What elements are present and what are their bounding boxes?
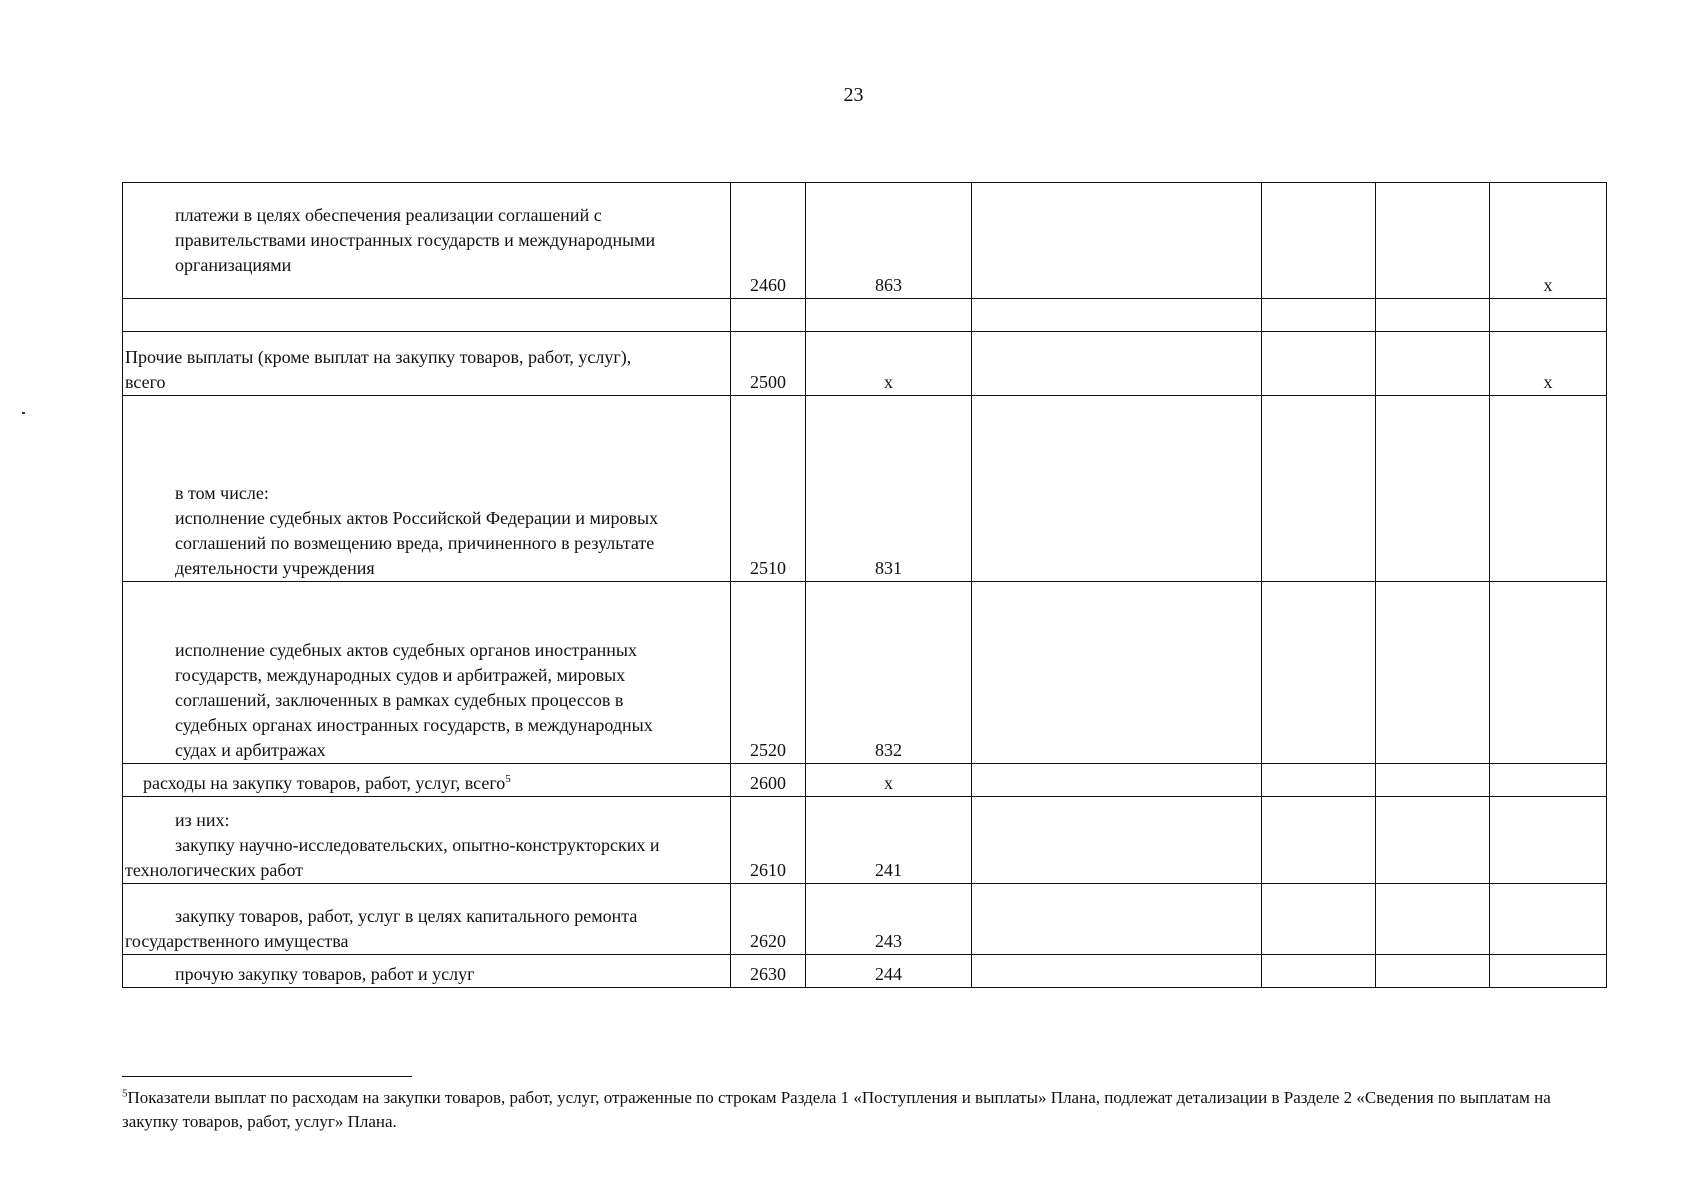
cell-empty bbox=[1490, 582, 1607, 764]
scan-speck bbox=[22, 412, 25, 414]
row-kbk: 244 bbox=[806, 955, 972, 988]
row-kbk: 243 bbox=[806, 884, 972, 955]
cell-empty bbox=[972, 582, 1262, 764]
cell-empty bbox=[1376, 764, 1490, 797]
row-description: из них: закупку научно-исследовательских, опытно-конструкторских и технологических работ bbox=[123, 797, 731, 884]
cell-empty bbox=[1262, 884, 1376, 955]
cell-empty bbox=[972, 183, 1262, 299]
row-description: Прочие выплаты (кроме выплат на закупку товаров, работ, услуг), всего bbox=[123, 332, 731, 396]
cell-empty bbox=[1262, 764, 1376, 797]
row-kbk: 832 bbox=[806, 582, 972, 764]
cell-empty bbox=[1262, 797, 1376, 884]
cell-empty bbox=[731, 299, 806, 332]
footnote-ref: 5 bbox=[505, 773, 511, 785]
cell-empty bbox=[123, 299, 731, 332]
cell-empty bbox=[972, 764, 1262, 797]
cell-empty bbox=[1490, 396, 1607, 582]
cell-empty bbox=[1490, 299, 1607, 332]
cell-empty bbox=[972, 396, 1262, 582]
table-row bbox=[123, 955, 1607, 988]
table-row bbox=[123, 183, 1607, 299]
row-code: 2600 bbox=[731, 764, 806, 797]
row-description: платежи в целях обеспечения реализации соглашений с правительствами иностранных государств и международными организациями bbox=[123, 183, 731, 299]
row-kbk: x bbox=[806, 764, 972, 797]
footnote-mark: 5 bbox=[122, 1087, 128, 1100]
row-last-value: x bbox=[1490, 332, 1607, 396]
table-row bbox=[123, 299, 1607, 332]
row-kbk: x bbox=[806, 332, 972, 396]
row-description: расходы на закупку товаров, работ, услуг, всего$^5$ bbox=[123, 764, 731, 797]
plan-table bbox=[122, 182, 1607, 988]
cell-empty bbox=[1376, 183, 1490, 299]
table-row bbox=[123, 332, 1607, 396]
table-row bbox=[123, 396, 1607, 582]
cell-empty bbox=[1262, 332, 1376, 396]
cell-empty bbox=[972, 332, 1262, 396]
cell-empty bbox=[1376, 955, 1490, 988]
table-row bbox=[123, 797, 1607, 884]
footnote bbox=[122, 1086, 1602, 1134]
row-code: 2630 bbox=[731, 955, 806, 988]
row-description: в том числе: исполнение судебных актов Российской Федерации и мировых соглашений по возмещению вреда, причиненного в результате деятельности учреждения bbox=[123, 396, 731, 582]
row-code: 2520 bbox=[731, 582, 806, 764]
cell-empty bbox=[1490, 884, 1607, 955]
cell-empty bbox=[1262, 396, 1376, 582]
row-code: 2610 bbox=[731, 797, 806, 884]
cell-empty bbox=[1262, 183, 1376, 299]
row-kbk: 863 bbox=[806, 183, 972, 299]
table-row bbox=[123, 582, 1607, 764]
cell-empty bbox=[972, 797, 1262, 884]
row-description: закупку товаров, работ, услуг в целях капитального ремонта государственного имущества bbox=[123, 884, 731, 955]
row-code: 2500 bbox=[731, 332, 806, 396]
cell-empty bbox=[972, 884, 1262, 955]
row-code: 2620 bbox=[731, 884, 806, 955]
cell-empty bbox=[1376, 299, 1490, 332]
footnote-divider bbox=[122, 1076, 412, 1077]
cell-empty bbox=[1376, 884, 1490, 955]
row-kbk: 241 bbox=[806, 797, 972, 884]
row-code: 2460 bbox=[731, 183, 806, 299]
row-code: 2510 bbox=[731, 396, 806, 582]
row-description: исполнение судебных актов судебных органов иностранных государств, международных судов и арбитражей, мировых соглашений, заключенных в рамках судебных процессов в судебных органах иностранных государств, в международных судах и арбитражах bbox=[123, 582, 731, 764]
page-number: 23 bbox=[843, 84, 864, 106]
cell-empty bbox=[972, 299, 1262, 332]
cell-empty bbox=[1376, 582, 1490, 764]
cell-empty bbox=[1490, 764, 1607, 797]
cell-empty bbox=[1376, 332, 1490, 396]
cell-empty bbox=[1490, 797, 1607, 884]
cell-empty bbox=[1262, 299, 1376, 332]
cell-empty bbox=[1490, 955, 1607, 988]
footnote-text: Показатели выплат по расходам на закупки товаров, работ, услуг, отраженные по строкам Раздела 1 «Поступления и выплаты» Плана, подлежат детализации в Разделе 2 «Сведения по выплатам на закупку товаров, работ, услуг» Плана. bbox=[122, 1088, 1551, 1131]
table-row bbox=[123, 764, 1607, 797]
row-last-value: x bbox=[1490, 183, 1607, 299]
row-kbk: 831 bbox=[806, 396, 972, 582]
cell-empty bbox=[1376, 797, 1490, 884]
table-row bbox=[123, 884, 1607, 955]
row-description: прочую закупку товаров, работ и услуг bbox=[123, 955, 731, 988]
cell-empty bbox=[1262, 955, 1376, 988]
cell-empty bbox=[806, 299, 972, 332]
cell-empty bbox=[1376, 396, 1490, 582]
cell-empty bbox=[1262, 582, 1376, 764]
cell-empty bbox=[972, 955, 1262, 988]
